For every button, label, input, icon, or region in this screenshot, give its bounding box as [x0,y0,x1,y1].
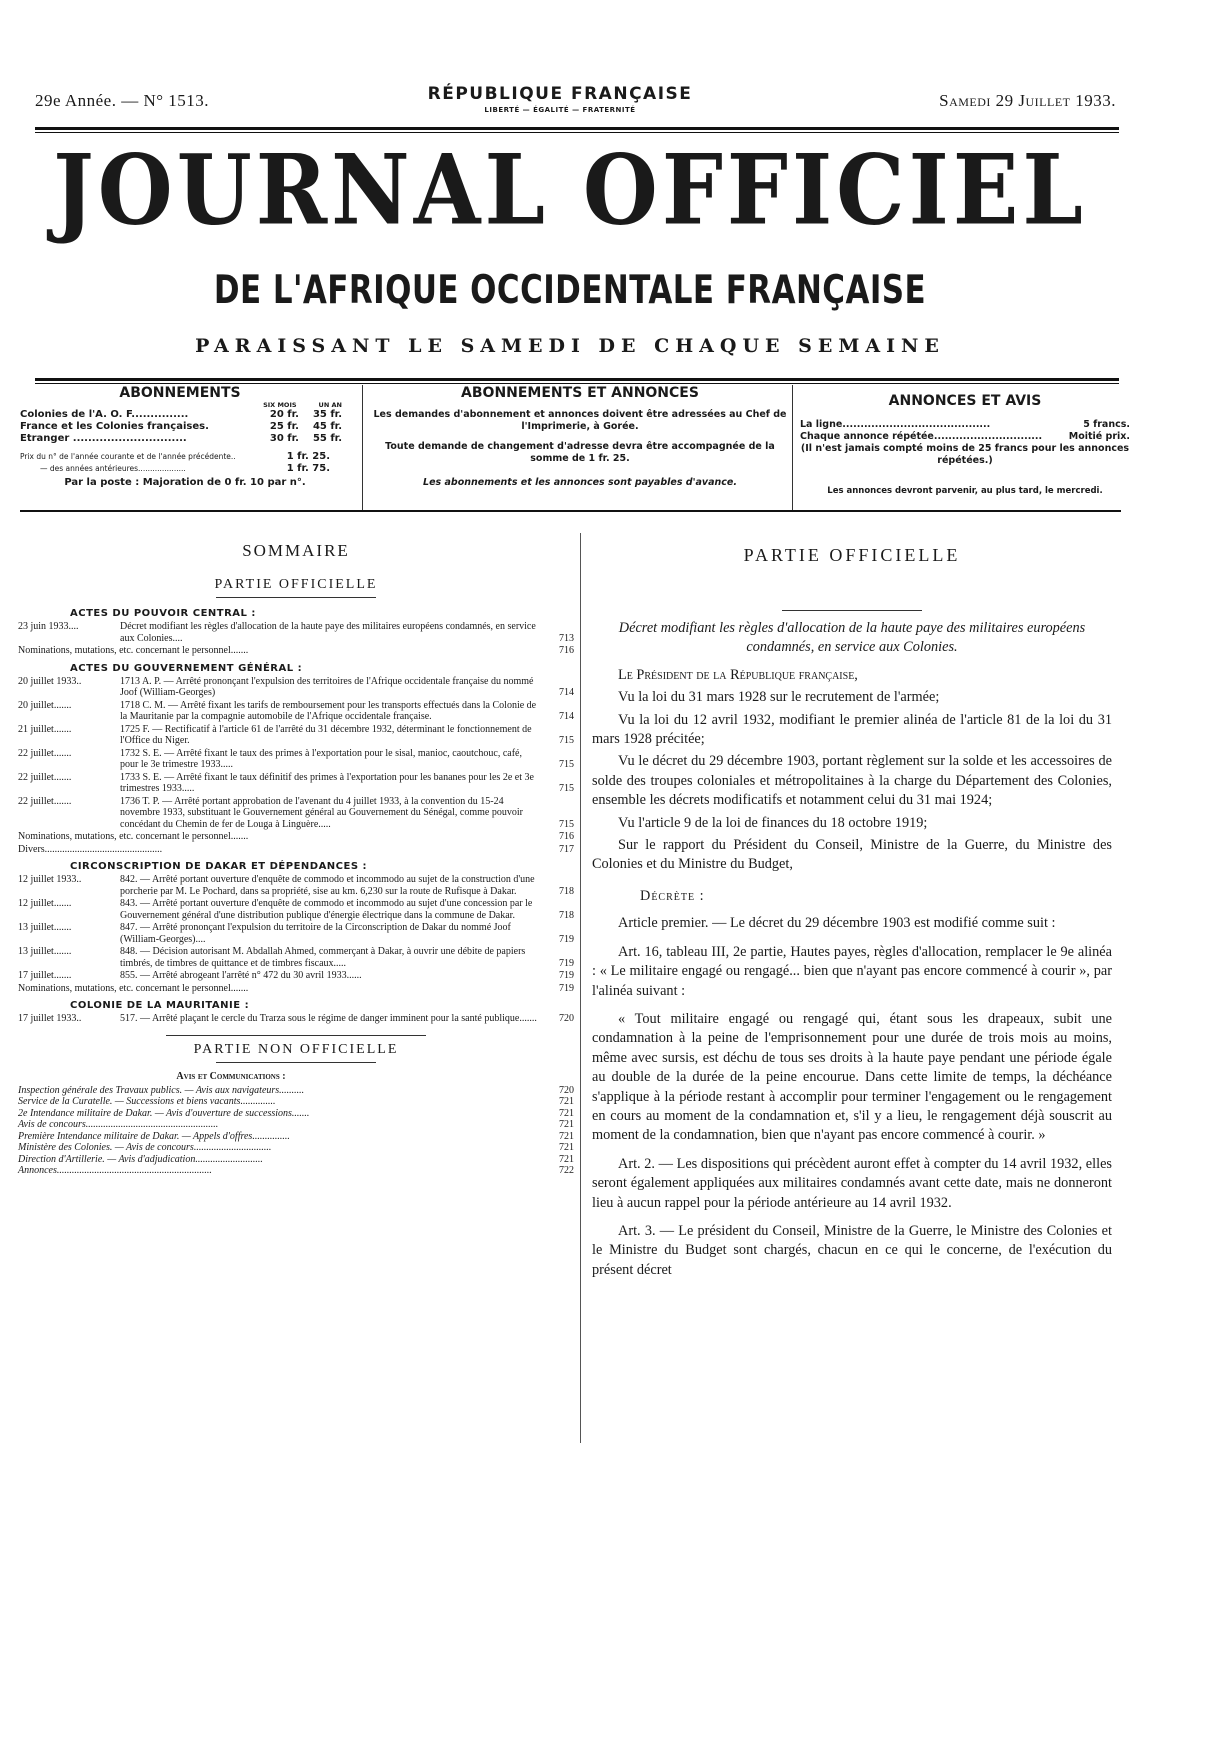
avis-page: 720 [559,1084,574,1096]
sommaire-entry [18,946,574,969]
sommaire-entry [18,748,574,771]
sommaire-title: SOMMAIRE [242,541,350,560]
col-one-year: UN AN [318,401,342,409]
postal-surcharge: Par la poste : Majoration de 0 fr. 10 par n°. [64,477,306,488]
subscriptions-ads-box [370,385,790,511]
avis-page: 722 [559,1165,574,1176]
price-old-label: — des années antérieures.................... [40,464,186,473]
entry-date: 12 juillet 1933.. [18,874,82,885]
section-divider [166,1035,426,1036]
entry-text: Divers............................................... [18,843,163,855]
price-one-year: 45 fr. [312,421,342,432]
sommaire-entry [18,831,574,843]
column-divider [580,533,581,1443]
avis-entry [18,1096,574,1108]
vu-paragraph: Vu le décret du 29 décembre 1903, portant règlement sur la solde et les accessoires de solde des troupes coloniales et métropolitaines à la charge du Département des Colonies, ensemble les décrets modificatifs et notamment celui du 31 mai 1924; [592,753,1112,809]
article-paragraph: Article premier. — Le décret du 29 décembre 1903 est modifié comme suit : [618,915,1056,932]
sommaire-entry [18,772,574,795]
subscription-prices [270,421,342,433]
repeat-price-label: Chaque annonce répétée.............................. [800,431,1043,442]
article-paragraph: Art. 16, tableau III, 2e partie, Hautes payes, règles d'allocation, remplacer le 9e alinéa : « Le militaire engagé ou rengagé... bien que n'ayant pas encore commencé à courir », par l'alinéa suivant : [592,943,1112,999]
sommaire-entry [18,844,574,856]
box-bottom-rule [20,510,1121,512]
entry-date: 17 juillet....... [18,970,72,981]
subscription-region: Etranger .............................. [20,433,187,444]
price-current-value: 1 fr. 25. [286,451,330,462]
subscription-row [20,433,350,445]
subscriptions-box [20,385,350,511]
masthead: JOURNAL OFFICIEL [53,134,1087,248]
entry-page: 713 [559,632,574,644]
vu-paragraph: Vu la loi du 31 mars 1928 sur le recrutement de l'armée; [618,689,940,706]
entry-text: 1718 C. M. — Arrêté fixant les tarifs de remboursement pour les transports effectués dans la Colonie de la Mauritanie par la compagnie automobile de l'Afrique occidentale française. [120,699,537,722]
entry-text: Nominations, mutations, etc. concernant le personnel....... [18,645,249,656]
payment-in-advance: Les abonnements et les annonces sont payables d'avance. [423,477,737,488]
entry-page: 714 [559,687,574,698]
entry-text: 1736 T. P. — Arrêté portant approbation de l'avenant du 4 juillet 1933, à la convention du 15-24 novembre 1933, substituant le Gouvernement général au Gouvernement du Sénégal, comme pouvoir concédant du Chemin de fer de Louga à Linguère..... [120,795,523,830]
decret-title: Décret modifiant les règles d'allocation de la haute paye des militaires européens condamnés, en service aux Colonies. [618,620,1086,656]
subscription-region: France et les Colonies françaises. [20,421,209,432]
entry-text: 843. — Arrêté portant ouverture d'enquête de commodo et incommodo au sujet d'une concession par le Gouvernement général d'une distribution publique d'énergie électrique dans la commune de Dakar. [120,898,533,921]
entry-page: 715 [559,783,574,794]
sommaire-column [18,535,574,1177]
box-divider-1 [362,385,363,510]
top-rule [35,127,1119,130]
avis-entry [18,1142,574,1154]
publication-frequency: PARAISSANT LE SAMEDI DE CHAQUE SEMAINE [195,335,945,357]
announcements-box [800,385,1130,511]
avis-entry [18,1108,574,1120]
avis-text: 2e Intendance militaire de Dakar. — Avis d'ouverture de successions....... [18,1107,310,1119]
entry-page: 716 [559,831,574,842]
article-paragraph: « Tout militaire engagé ou rengagé qui, étant sous les drapeaux, subit une condamnation à la peine de l'emprisonnement pour une durée de trois mois au moins, même avec sursis, est déchu de tous ses droits à la haute paye pendant une période égale au double de la durée de la peine encourue. Dans cette limite de temps, la déchéance s'applique à la période restant à accomplir pour terminer l'engagement ou le rengagement en cours au moment de la condamnation et, s'il y a lieu, le rengagement déjà souscrit au moment de la condamnation, bien que n'ayant pas encore commencé à courir. » [592,1010,1112,1144]
vu-paragraph: Sur le rapport du Président du Conseil, Ministre de la Guerre, du Ministre des Colonies et du Ministre du Budget, [592,837,1112,873]
price-one-year: 55 fr. [312,433,342,444]
sommaire-entry [18,724,574,747]
sommaire-entry [18,796,574,831]
entry-text: Décret modifiant les règles d'allocation de la haute paye des militaires européens condamnés, en service aux Colonies.... [120,621,536,644]
sommaire-entry [18,874,574,897]
avis-text: Inspection générale des Travaux publics. — Avis aux navigateurs.......... [18,1084,305,1096]
entry-page: 716 [559,645,574,656]
entry-date: 13 juillet....... [18,922,72,933]
avis-page: 721 [559,1130,574,1142]
entry-date: 17 juillet 1933.. [18,1013,82,1024]
article-paragraph: Art. 3. — Le président du Conseil, Ministre de la Guerre, le Ministre des Colonies et le Ministre du Budget sont chargés, chacun en ce qui le concerne, de l'exécution du présent décret [592,1222,1112,1278]
partie-officielle-title: PARTIE OFFICIELLE [743,545,961,565]
entry-text: 1733 S. E. — Arrêté fixant le taux définitif des primes à l'exportation pour les bananes pour les 2e et 3e trimestres 1933..... [120,771,534,794]
entry-page: 717 [559,843,574,855]
category-mauritanie: COLONIE DE LA MAURITANIE : [70,1000,250,1011]
entry-page: 715 [559,759,574,770]
vu-paragraph: Vu la loi du 12 avril 1932, modifiant le premier alinéa de l'article 81 de la loi du 31 mars 1928 précitée; [592,711,1112,748]
entry-date: 12 juillet....... [18,898,72,909]
entry-text: 842. — Arrêté portant ouverture d'enquête de commodo et incommodo au sujet de la construction d'une porcherie par M. Le Pochard, dans sa propriété, sise au km. 6,230 sur la route de Rufisque à Dakar. [120,874,535,897]
subscription-region: Colonies de l'A. O. F............... [20,409,189,420]
avis-heading: Avis et Communications : [176,1070,286,1082]
address-change-note: Toute demande de changement d'adresse devra être accompagnée de la somme de 1 fr. 25. [385,441,775,464]
sommaire-entry [18,700,574,723]
subscriptions-ads-title: ABONNEMENTS ET ANNONCES [461,385,699,401]
entry-date: 21 juillet....... [18,723,72,735]
avis-text: Service de la Curatelle. — Successions et biens vacants.............. [18,1096,276,1107]
entry-date: 22 juillet....... [18,747,72,759]
price-old-value: 1 fr. 75. [286,463,330,474]
entry-text: 848. — Décision autorisant M. Abdallah Ahmed, commerçant à Dakar, à ouvrir une débite de papiers timbrés, de timbres de quittance et de timbres fiscaux..... [120,946,526,969]
box-divider-2 [792,385,793,510]
entry-page: 718 [559,909,574,921]
sommaire-entry [18,1013,574,1025]
avis-text: Direction d'Artillerie. — Avis d'adjudication........................... [18,1153,263,1165]
article-paragraph: Art. 2. — Les dispositions qui précèdent auront effet à compter du 14 avril 1932, elles seront également appliquées aux militaires condamnés avant cette date, mais ne donneront lieu à aucun rappel pour la période antérieure au 14 avril 1932. [592,1155,1112,1211]
subscription-prices [270,409,342,421]
sommaire-partie-non-officielle: PARTIE NON OFFICIELLE [193,1041,399,1057]
avis-entry [18,1165,574,1177]
price-one-year: 35 fr. [312,409,342,420]
entry-page: 719 [559,957,574,969]
entry-page: 719 [559,982,574,994]
subscriptions-title: ABONNEMENTS [119,385,241,401]
sommaire-entry [18,676,574,699]
sommaire-entry [18,983,574,995]
avis-entry [18,1119,574,1131]
subscriptions-address: Les demandes d'abonnement et annonces doivent être adressées au Chef de l'Imprimerie, à Gorée. [373,409,787,432]
entry-page: 718 [559,885,574,897]
entry-text: Nominations, mutations, etc. concernant le personnel....... [18,982,249,994]
entry-page: 719 [559,970,574,981]
entry-text: Nominations, mutations, etc. concernant le personnel....... [18,831,249,842]
avis-text: Ministère des Colonies. — Avis de concours............................... [18,1142,272,1153]
issue-date: Samedi 29 Juillet 1933. [939,91,1116,110]
entry-page: 720 [559,1013,574,1024]
sommaire-entry [18,898,574,921]
sommaire-partie-officielle: PARTIE OFFICIELLE [214,577,378,592]
subscription-row [20,421,350,433]
entry-text: 855. — Arrêté abrogeant l'arrêté n° 472 du 30 avril 1933...... [120,970,362,981]
entry-date: 20 juillet 1933.. [18,675,82,687]
avis-entry [18,1085,574,1097]
repeat-price-value: Moitié prix. [1068,431,1130,442]
avis-page: 721 [559,1153,574,1165]
entry-date: 13 juillet....... [18,946,72,957]
avis-text: Annonces.............................................................. [18,1165,212,1176]
sommaire-entry [18,645,574,657]
entry-date: 22 juillet....... [18,771,72,783]
box-rule [35,378,1119,381]
avis-page: 721 [559,1096,574,1107]
entry-page: 715 [559,818,574,830]
avis-entry [18,1131,574,1143]
entry-page: 714 [559,711,574,722]
masthead-subtitle: DE L'AFRIQUE OCCIDENTALE FRANÇAISE [213,268,927,313]
section-underline [216,597,376,598]
avis-page: 721 [559,1142,574,1153]
announcements-title: ANNONCES ET AVIS [888,393,1042,409]
entry-page: 715 [559,735,574,746]
issue-number: 29e Année. — N° 1513. [35,91,210,110]
decrete-heading: Décrète : [640,887,705,904]
official-part-column [592,545,1112,1280]
entry-date: 20 juillet....... [18,699,72,711]
avis-page: 721 [559,1119,574,1130]
avis-page: 721 [559,1107,574,1119]
sommaire-entry [18,970,574,982]
president-line: Le Président de la République française, [618,666,858,683]
line-price-label: La ligne......................................... [800,419,991,430]
line-price-value: 5 francs. [1083,419,1130,430]
avis-entry [18,1154,574,1166]
section-underline-2 [216,1062,376,1063]
price-current-label: Prix du n° de l'année courante et de l'année précédente.. [20,452,236,461]
minimum-note: (Il n'est jamais compté moins de 25 francs pour les annonces répétées.) [800,443,1130,466]
entry-text: 1732 S. E. — Arrêté fixant le taux des primes à l'exportation pour le sisal, manioc, caoutchouc, café, pour le 3e trimestre 1933..... [120,747,522,770]
entry-text: 847. — Arrêté prononçant l'expulsion du territoire de la Circonscription de Dakar du nommé Joof (William-Georges).... [120,922,511,945]
box-rule-thin [35,383,1119,384]
entry-text: 1713 A. P. — Arrêté prononçant l'expulsion des territoires de l'Afrique occidentale française du nommé Joof (William-Georges) [120,675,534,698]
subscription-prices [270,433,342,445]
top-rule-thin [35,132,1119,133]
motto: LIBERTÉ — ÉGALITÉ — FRATERNITÉ [484,106,636,114]
entry-text: 517. — Arrêté plaçant le cercle du Trarza sous le régime de danger imminent pour la santé publique....... [120,1013,537,1024]
entry-text: 1725 F. — Rectificatif à l'article 61 de l'arrêté du 31 décembre 1932, déterminant le fonctionnement de l'Office du Niger. [120,723,532,746]
sommaire-entry [18,922,574,945]
deadline-note: Les annonces devront parvenir, au plus tard, le mercredi. [827,486,1103,496]
avis-text: Avis de concours..................................................... [18,1119,219,1130]
avis-text: Première Intendance militaire de Dakar. — Appels d'offres............... [18,1130,290,1142]
price-six-months: 30 fr. [269,433,299,444]
vu-paragraph: Vu l'article 9 de la loi de finances du 18 octobre 1919; [618,814,928,831]
republic-title: RÉPUBLIQUE FRANÇAISE [427,84,693,104]
sommaire-entry [18,621,574,644]
category-dakar: CIRCONSCRIPTION DE DAKAR ET DÉPENDANCES : [70,861,368,872]
republic-block [380,84,740,114]
title-rule [782,610,922,611]
category-gg: ACTES DU GOUVERNEMENT GÉNÉRAL : [70,662,303,674]
price-six-months: 20 fr. [269,409,299,420]
entry-date: 23 juin 1933.... [18,621,79,632]
category-central: ACTES DU POUVOIR CENTRAL : [70,608,256,619]
price-six-months: 25 fr. [269,421,299,432]
col-six-months: SIX MOIS [263,401,297,409]
entry-page: 719 [559,933,574,945]
subscription-row [20,409,350,421]
entry-date: 22 juillet....... [18,795,72,807]
